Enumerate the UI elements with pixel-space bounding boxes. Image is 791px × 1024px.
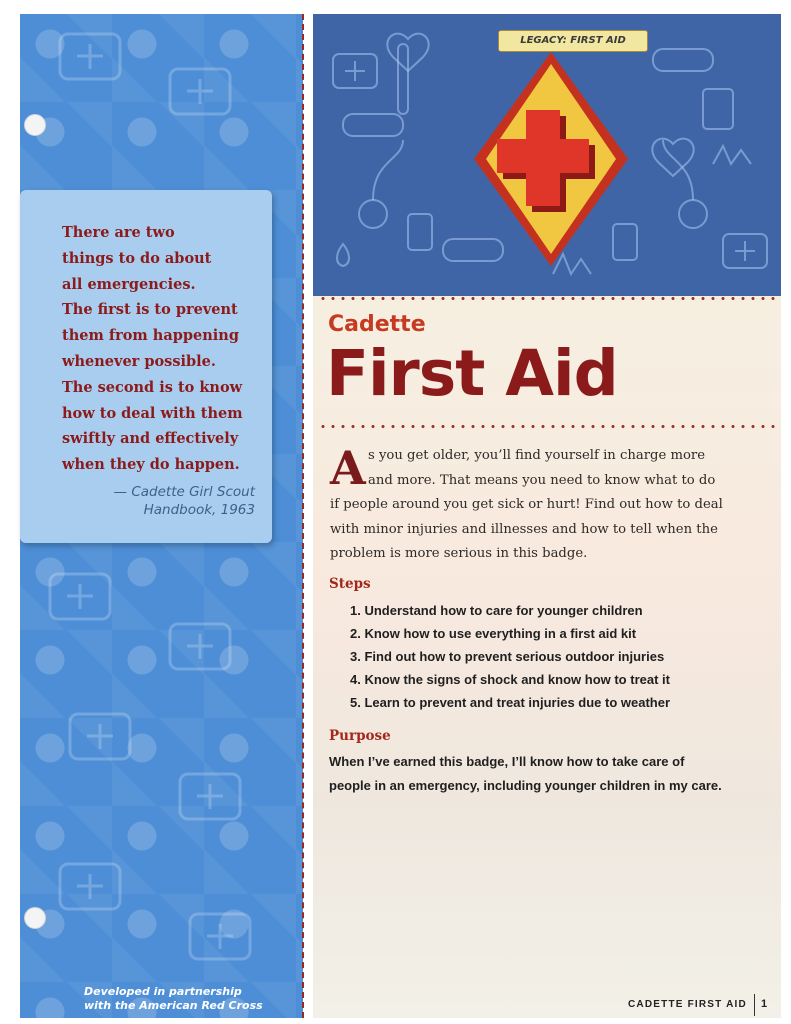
page-number: 1 [761,998,768,1010]
drop-icon [337,244,349,266]
step-item: 1. Understand how to care for younger children [350,603,643,618]
footer-divider [754,994,755,1016]
header-illustration [313,14,781,296]
page-title: First Aid [326,337,618,410]
intro-paragraph [330,441,750,567]
purpose-text: When I’ve earned this badge, I’ll know how to take care of people in an emergency, including younger children in my care. [329,754,722,793]
intro-line-1: s you get older, you’ll find yourself in charge more [368,448,706,463]
purpose-heading: Purpose [329,728,391,744]
quote-attribution: — Cadette Girl Scout Handbook, 1963 [113,484,255,518]
thermometer-icon [398,44,408,114]
footer-label: CADETTE FIRST AID [628,999,747,1010]
red-cross-badge-icon [466,44,636,274]
sidebar-quote: There are two things to do about all emergencies. The first is to prevent them from happening whenever possible. The second is to know how to deal with them swiftly and effectively when they do happen. [62,224,243,474]
dotted-rule [318,297,778,300]
step-item: 5. Learn to prevent and treat injuries due to weather [350,695,671,710]
bandage-icon [343,114,403,136]
stitched-divider [302,14,308,1018]
stethoscope-icon [359,200,387,228]
dotted-rule [318,425,778,428]
medicine-bottle-icon [408,214,432,250]
binder-hole [24,114,46,136]
drop-cap: A [330,441,366,495]
intro-rest: if people around you get sick or hurt! Find out how to deal with minor injuries and illnesses and how to tell when the problem is more serious in this badge. [330,497,723,561]
intro-line-2: and more. That means you need to know what to do [368,472,716,488]
partnership-note: Developed in partnership with the American Red Cross [84,985,263,1012]
legacy-banner: LEGACY: FIRST AID [498,30,648,52]
step-item: 4. Know the signs of shock and know how to treat it [350,672,670,687]
step-item: 3. Find out how to prevent serious outdoor injuries [350,649,665,664]
steps-list [350,599,770,714]
step-item: 2. Know how to use everything in a first aid kit [350,626,637,641]
badge-level: Cadette [328,312,426,337]
steps-heading: Steps [329,576,371,592]
binder-hole [24,907,46,929]
